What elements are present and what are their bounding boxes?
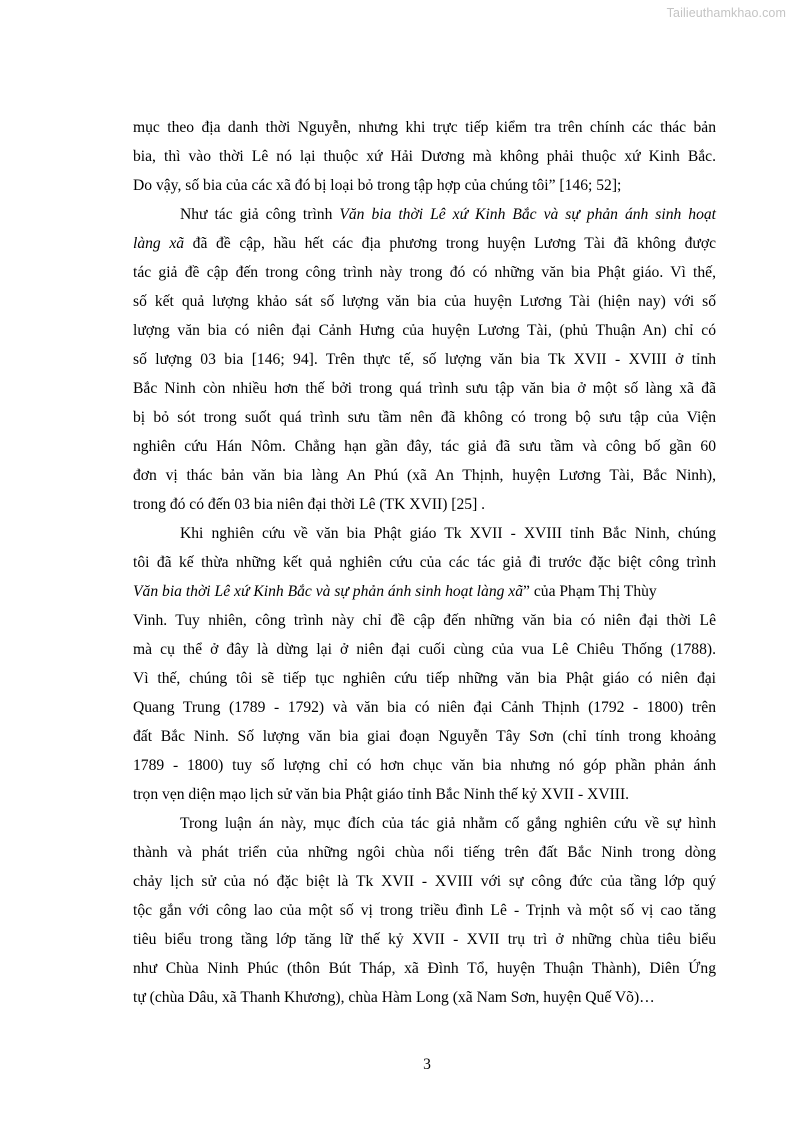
text-line xyxy=(133,345,716,374)
text-line xyxy=(133,113,716,142)
text-line xyxy=(133,403,716,432)
body-text: nghiên cứu Hán Nôm. Chẳng hạn gần đây, tác giả đã sưu tầm và công bố gần 60 xyxy=(133,438,716,455)
text-line xyxy=(133,751,716,780)
body-text: tác giả đề cập đến trong công trình này trong đó có những văn bia Phật giáo. Vì thế, xyxy=(133,264,716,281)
body-text: đơn vị thác bản văn bia làng An Phú (xã An Thịnh, huyện Lương Tài, Bắc Ninh), xyxy=(133,467,716,484)
text-line xyxy=(133,809,716,838)
text-line xyxy=(133,548,716,577)
text-line xyxy=(133,229,716,258)
text-line xyxy=(133,954,716,983)
body-text: Khi nghiên cứu về văn bia Phật giáo Tk XVII - XVIII tỉnh Bắc Ninh, chúng xyxy=(180,525,716,542)
body-text: trong đó có đến 03 bia niên đại thời Lê (TK XVII) [25] . xyxy=(133,496,486,513)
body-text: Như tác giả công trình xyxy=(180,206,340,223)
text-line xyxy=(133,780,716,809)
italic-title-text: Văn bia thời Lê xứ Kinh Bắc và sự phản ánh sinh hoạt xyxy=(339,206,716,223)
body-text: tiêu biểu trong tầng lớp tăng lữ thế kỷ XVII - XVII trụ trì ở những chùa tiêu biểu xyxy=(133,931,716,948)
body-text: bia, thì vào thời Lê nó lại thuộc xứ Hải Dương mà không phải thuộc xứ Kinh Bắc. xyxy=(133,148,716,165)
text-line xyxy=(133,606,716,635)
italic-title-text: làng xã xyxy=(133,235,185,252)
body-text: Do vậy, số bia của các xã đó bị loại bỏ trong tập hợp của chúng tôi” [146; 52]; xyxy=(133,177,622,194)
text-line xyxy=(133,171,716,200)
text-line xyxy=(133,461,716,490)
text-line xyxy=(133,693,716,722)
text-line xyxy=(133,316,716,345)
body-text: chảy lịch sử của nó đặc biệt là Tk XVII - XVIII với sự công đức của tầng lớp quý xyxy=(133,873,716,890)
body-text: đất Bắc Ninh. Số lượng văn bia giai đoạn Nguyễn Tây Sơn (chỉ tính trong khoảng xyxy=(133,728,716,745)
text-line xyxy=(133,925,716,954)
page-number-container xyxy=(0,1056,794,1074)
text-line xyxy=(133,432,716,461)
body-text: Bắc Ninh còn nhiều hơn thế bởi trong quá trình sưu tập văn bia ở một số làng xã đã xyxy=(133,380,716,397)
text-line xyxy=(133,896,716,925)
text-line xyxy=(133,142,716,171)
body-text: số kết quả lượng khảo sát số lượng văn bia của huyện Lương Tài (hiện nay) với số xyxy=(133,293,716,310)
italic-title-text: Văn bia thời Lê xứ Kinh Bắc và sự phản ánh sinh hoạt làng xã xyxy=(133,583,524,600)
body-text: Vinh. Tuy nhiên, công trình này chỉ đề cập đến những văn bia có niên đại thời Lê xyxy=(133,612,716,629)
text-line xyxy=(133,577,716,606)
text-line xyxy=(133,490,716,519)
text-line xyxy=(133,983,716,1012)
text-line xyxy=(133,258,716,287)
text-line xyxy=(133,867,716,896)
body-text: đã đề cập, hầu hết các địa phương trong huyện Lương Tài đã không được xyxy=(184,235,716,252)
body-text: ” của Phạm Thị Thùy xyxy=(523,583,657,600)
text-line xyxy=(133,287,716,316)
body-text: trọn vẹn diện mạo lịch sử văn bia Phật giáo tỉnh Bắc Ninh thế kỷ XVII - XVIII. xyxy=(133,786,630,803)
body-text: tự (chùa Dâu, xã Thanh Khương), chùa Hàm Long (xã Nam Sơn, huyện Quế Võ)… xyxy=(133,989,655,1006)
body-text: Trong luận án này, mục đích của tác giả nhằm cố gắng nghiên cứu về sự hình xyxy=(180,815,716,832)
watermark: Tailieuthamkhao.com xyxy=(666,6,786,20)
body-text: bị bỏ sót trong suốt quá trình sưu tầm nên đã không có trong bộ sưu tập của Viện xyxy=(133,409,716,426)
text-line xyxy=(133,519,716,548)
document-body xyxy=(133,113,716,1012)
text-line xyxy=(133,374,716,403)
text-line xyxy=(133,200,716,229)
page-number: 3 xyxy=(423,1056,431,1073)
body-text: Quang Trung (1789 - 1792) và văn bia có niên đại Cảnh Thịnh (1792 - 1800) trên xyxy=(133,699,716,716)
body-text: 1789 - 1800) tuy số lượng chỉ có hơn chục văn bia nhưng nó góp phần phản ánh xyxy=(133,757,716,774)
body-text: mà cụ thể ở đây là dừng lại ở niên đại cuối cùng của vua Lê Chiêu Thống (1788). xyxy=(133,641,716,658)
body-text: tộc gắn với công lao của một số vị trong triều đình Lê - Trịnh và một số vị cao tăng xyxy=(133,902,716,919)
body-text: lượng văn bia có niên đại Cảnh Hưng của huyện Lương Tài, (phủ Thuận An) chỉ có xyxy=(133,322,716,339)
text-line xyxy=(133,635,716,664)
body-text: thành và phát triển của những ngôi chùa nổi tiếng trên đất Bắc Ninh trong dòng xyxy=(133,844,716,861)
body-text: số lượng 03 bia [146; 94]. Trên thực tế, số lượng văn bia Tk XVII - XVIII ở tỉnh xyxy=(133,351,716,368)
text-line xyxy=(133,664,716,693)
body-text: tôi đã kế thừa những kết quả nghiên cứu của các tác giả đi trước đặc biệt công trình xyxy=(133,554,716,571)
text-line xyxy=(133,722,716,751)
body-text: Vì thế, chúng tôi sẽ tiếp tục nghiên cứu tiếp những văn bia Phật giáo có niên đại xyxy=(133,670,716,687)
body-text: như Chùa Ninh Phúc (thôn Bút Tháp, xã Đình Tổ, huyện Thuận Thành), Diên Ứng xyxy=(133,960,716,977)
text-line xyxy=(133,838,716,867)
body-text: mục theo địa danh thời Nguyễn, nhưng khi trực tiếp kiểm tra trên chính các thác bản xyxy=(133,119,716,136)
